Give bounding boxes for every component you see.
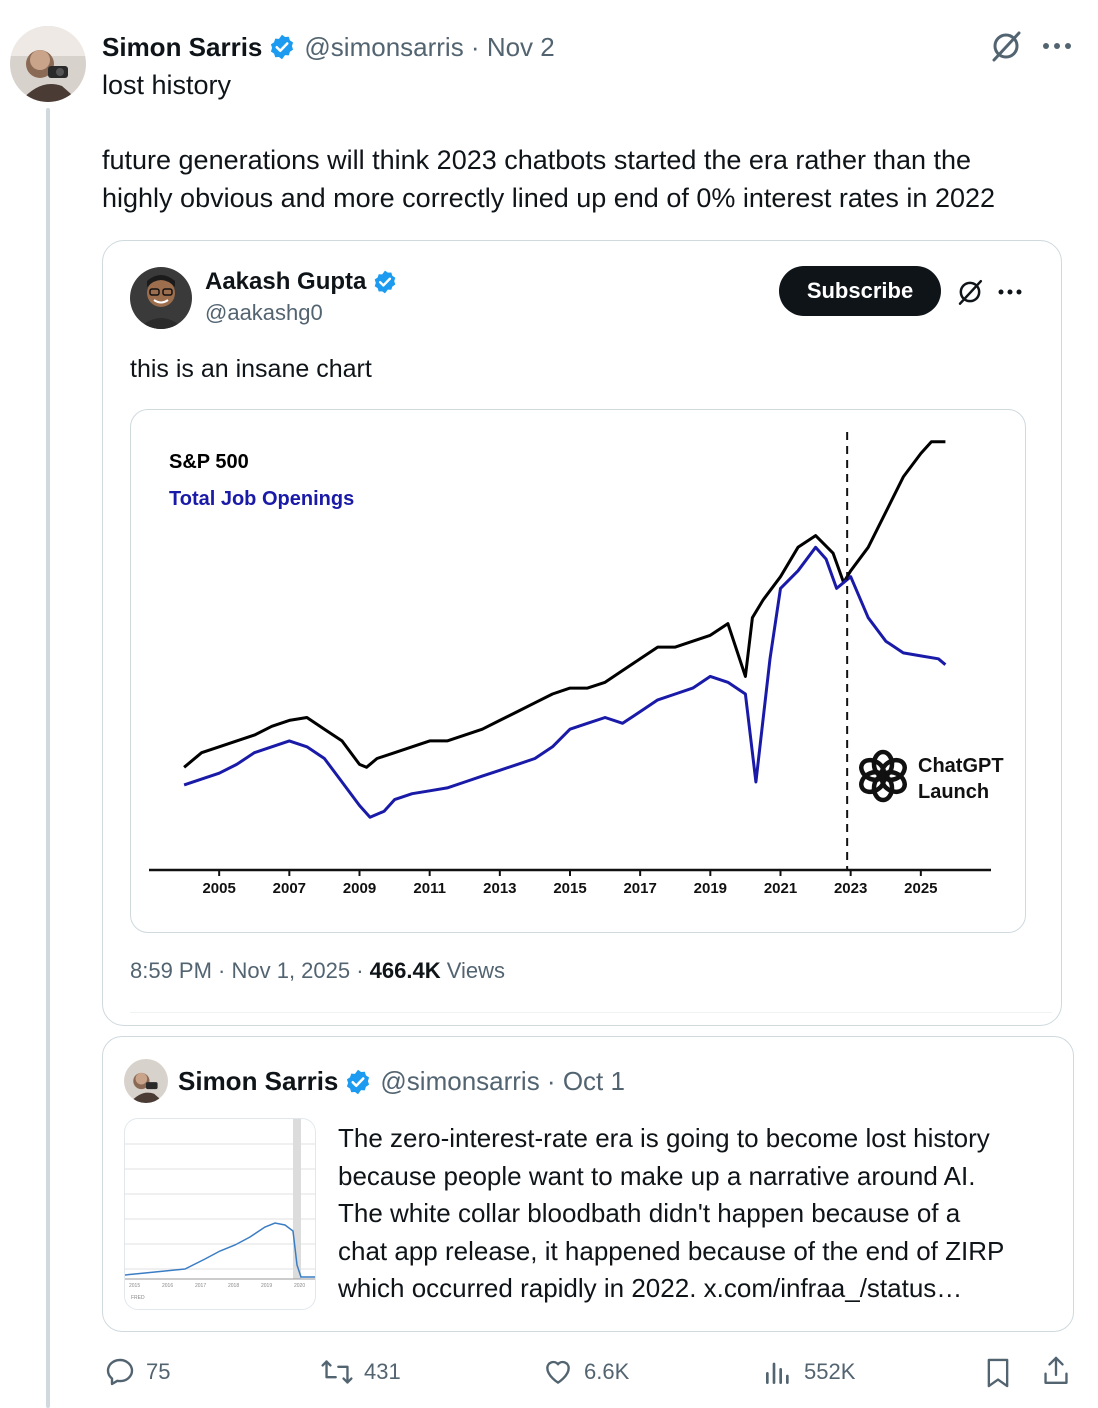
reply-icon	[104, 1356, 136, 1388]
nested-handle-date: @simonsarris · Oct 1	[380, 1066, 625, 1096]
post-header	[102, 30, 555, 64]
quote-handle[interactable]: @aakashg0	[205, 300, 323, 325]
quote-header	[205, 268, 398, 296]
thumbnail-chart	[125, 1119, 315, 1309]
x-tick-label: 2023	[833, 880, 868, 897]
thumb-source-label: FRED	[131, 1295, 145, 1301]
quote-avatar[interactable]	[130, 267, 192, 329]
nested-text-line: because people want to make up a narrative around AI.	[338, 1160, 976, 1191]
quote-more-icon[interactable]	[996, 282, 1024, 302]
views-count: 552K	[804, 1359, 856, 1384]
quote-timestamp[interactable]: 8:59 PM · Nov 1, 2025 ·	[130, 958, 370, 983]
thumb-tick-label: 2015	[129, 1283, 141, 1289]
quote-author-name[interactable]: Aakash Gupta	[205, 268, 367, 295]
repost-count: 431	[364, 1359, 401, 1384]
verified-badge-icon	[268, 33, 296, 61]
nested-text-line: The white collar bloodbath didn't happen because of a	[338, 1198, 961, 1228]
author-name[interactable]: Simon Sarris	[102, 31, 263, 62]
x-tick-label: 2011	[413, 880, 446, 897]
thumb-tick-label: 2016	[162, 1283, 174, 1289]
thumb-tick-label: 2017	[195, 1283, 207, 1289]
reply-button[interactable]	[104, 1356, 170, 1388]
x-tick-label: 2025	[904, 880, 938, 897]
x-tick-label: 2013	[483, 880, 517, 897]
nested-author-name[interactable]: Simon Sarris	[178, 1066, 339, 1096]
like-count: 6.6K	[584, 1359, 630, 1384]
chatgpt-logo-icon	[855, 748, 911, 804]
x-tick-label: 2015	[553, 880, 587, 897]
views-button[interactable]	[762, 1356, 855, 1388]
thumb-tick-label: 2018	[228, 1283, 240, 1289]
x-tick-label: 2005	[202, 880, 236, 897]
post-text-line3: highly obvious and more correctly lined up end of 0% interest rates in 2022	[102, 183, 996, 213]
author-handle-date: @simonsarris · Nov 2	[304, 31, 555, 62]
chart	[131, 410, 1025, 932]
nested-text-line: which occurred rapidly in 2022. x.com/infraa_/status…	[338, 1273, 963, 1303]
x-tick-label: 2009	[342, 880, 377, 897]
legend-label-1: Total Job Openings	[169, 488, 355, 510]
x-tick-label: 2017	[623, 880, 657, 897]
quote-views-count: 466.4K	[369, 958, 441, 983]
nested-quote-text	[338, 1120, 1004, 1308]
thread-line	[46, 108, 50, 1408]
bookmark-icon[interactable]	[982, 1356, 1014, 1390]
repost-icon	[320, 1356, 354, 1388]
verified-badge-icon	[344, 1068, 372, 1096]
series-line-1	[184, 547, 945, 817]
more-options-icon[interactable]	[1040, 34, 1074, 58]
post-text-line2: future generations will think 2023 chatbots started the era rather than the	[102, 145, 972, 175]
quote-text: this is an insane chart	[130, 355, 372, 383]
heart-icon	[542, 1356, 574, 1388]
annotation-label-line1: ChatGPT	[918, 755, 1004, 777]
quote-grok-icon[interactable]	[955, 277, 985, 307]
chart-image[interactable]	[130, 409, 1026, 933]
card-divider	[130, 1012, 1052, 1013]
nested-text-line: chat app release, it happened because of the end of ZIRP	[338, 1235, 1005, 1266]
subscribe-button[interactable]: Subscribe	[779, 266, 941, 316]
analytics-icon	[762, 1356, 794, 1388]
reply-count: 75	[146, 1359, 171, 1384]
quote-views-label: Views	[440, 958, 506, 983]
grok-icon[interactable]	[988, 28, 1024, 64]
nested-thumbnail[interactable]	[124, 1118, 316, 1310]
nested-quote-header	[178, 1066, 625, 1097]
legend-label-0: S&P 500	[169, 451, 249, 473]
x-tick-label: 2007	[272, 880, 307, 897]
x-tick-label: 2021	[763, 880, 798, 897]
share-icon[interactable]	[1040, 1354, 1072, 1388]
thumb-tick-label: 2019	[261, 1283, 273, 1289]
x-tick-label: 2019	[693, 880, 728, 897]
nested-quote-avatar[interactable]	[124, 1059, 168, 1103]
nested-text-line: The zero-interest-rate era is going to become lost history	[338, 1123, 990, 1153]
verified-badge-icon	[372, 269, 398, 295]
repost-button[interactable]	[320, 1356, 401, 1388]
like-button[interactable]	[542, 1356, 629, 1388]
annotation-label-line2: Launch	[918, 781, 990, 803]
thumb-tick-label: 2020	[294, 1283, 306, 1289]
quote-meta	[130, 958, 505, 984]
post-text-line1: lost history	[102, 70, 232, 100]
avatar[interactable]	[10, 26, 86, 102]
